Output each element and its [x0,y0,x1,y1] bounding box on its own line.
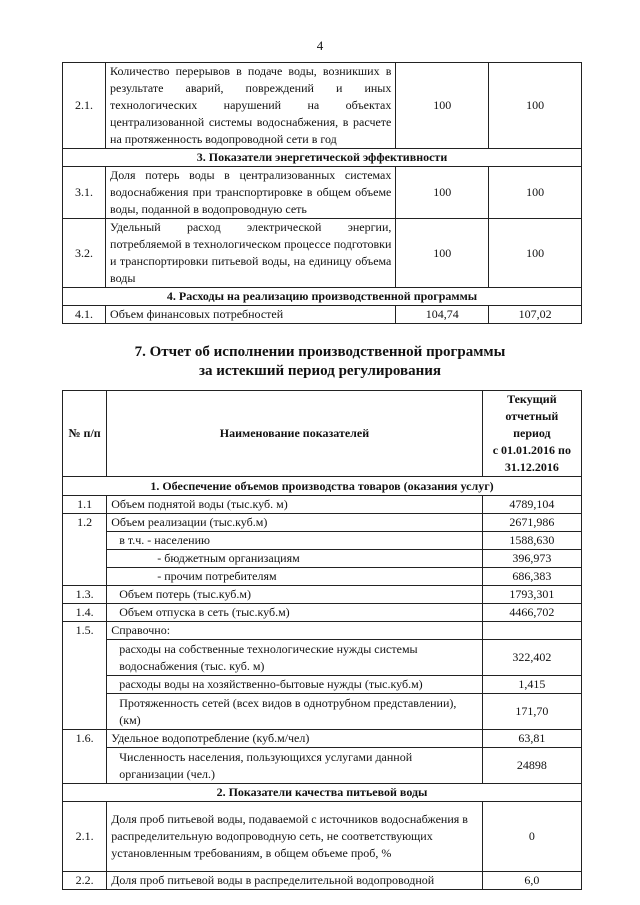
row-number: 1.1 [63,496,107,514]
table-row [63,63,582,149]
table-row [63,219,582,288]
row-value: 24898 [482,748,581,784]
report-table [62,390,582,890]
table-row [63,748,582,784]
row-value-1: 104,74 [396,306,489,324]
row-number: 1.5. [63,622,107,640]
row-value: 322,402 [482,640,581,676]
row-number: 2.1. [63,802,107,872]
row-number: 4.1. [63,306,106,324]
row-label: Доля проб питьевой воды, подаваемой с источников водоснабжения в распределительную водопроводную сеть, не соответствующих установленным требованиям, в общем объеме проб, % [107,802,482,872]
row-value-2: 100 [489,63,582,149]
table-row [63,604,582,622]
row-label: Объем финансовых потребностей [106,306,396,324]
table-row [63,622,582,640]
row-label: в т.ч. - населению [107,532,482,550]
report-table-header [63,391,582,477]
table-row [63,167,582,219]
row-label: - бюджетным организациям [107,550,482,568]
row-value: 6,0 [482,872,581,890]
section-heading: 4. Расходы на реализацию производственной программы [63,288,582,306]
row-number: 1.3. [63,586,107,604]
header-period-line4: 31.12.2016 [504,460,559,474]
row-value: 686,383 [482,568,581,586]
table-row [63,872,582,890]
section-7-title [0,343,640,381]
header-period-line2: отчетный период [505,409,559,440]
row-value: 1588,630 [482,532,581,550]
row-number [63,676,107,694]
header-num: № п/п [63,391,107,477]
row-label: Доля проб питьевой воды в распределительной водопроводной [107,872,482,890]
row-number: 2.1. [63,63,106,149]
row-value-2: 100 [489,219,582,288]
header-name: Наименование показателей [107,391,482,477]
row-label: Численность населения, пользующихся услугами данной организации (чел.) [107,748,482,784]
table-row [63,550,582,568]
row-label: Количество перерывов в подаче воды, возникших в результате аварий, повреждений и иных технологических нарушений на объектах централизованной системы водоснабжения, в расчете на протяженность водопроводной сети в год [106,63,396,149]
row-label: Справочно: [107,622,482,640]
row-number [63,532,107,550]
row-number: 3.1. [63,167,106,219]
row-number: 1.6. [63,730,107,748]
header-period-line3: с 01.01.2016 по [492,443,571,457]
row-label: Доля потерь воды в централизованных системах водоснабжения при транспортировке в общем объеме воды, поданной в водопроводную сеть [106,167,396,219]
table-row [63,802,582,872]
row-value [482,622,581,640]
row-value-1: 100 [396,167,489,219]
header-period [482,391,581,477]
header-period-line1: Текущий [507,392,557,406]
row-label: расходы воды на хозяйственно-бытовые нужды (тыс.куб.м) [107,676,482,694]
row-number: 1.4. [63,604,107,622]
section-row [63,477,582,496]
row-label: - прочим потребителям [107,568,482,586]
section-7-title-line1: 7. Отчет об исполнении производственной программы [134,344,506,360]
table-row [63,306,582,324]
table-row [63,514,582,532]
row-value: 4466,702 [482,604,581,622]
row-number [63,694,107,730]
row-label: Объем реализации (тыс.куб.м) [107,514,482,532]
section-7-title-line2: за истекший период регулирования [198,363,442,379]
row-label: Объем поднятой воды (тыс.куб. м) [107,496,482,514]
row-value: 1793,301 [482,586,581,604]
row-value: 1,415 [482,676,581,694]
row-number: 2.2. [63,872,107,890]
row-value-2: 107,02 [489,306,582,324]
row-value-2: 100 [489,167,582,219]
row-number: 1.2 [63,514,107,532]
row-label: Удельный расход электрической энергии, потребляемой в технологическом процессе подготовки и транспортировки питьевой воды, на единицу объема воды [106,219,396,288]
row-number [63,568,107,586]
section-heading: 1. Обеспечение объемов производства товаров (оказания услуг) [63,477,582,496]
row-number [63,640,107,676]
row-number [63,550,107,568]
section-heading: 3. Показатели энергетической эффективности [63,149,582,167]
row-value: 396,973 [482,550,581,568]
row-value: 0 [482,802,581,872]
row-label: Объем потерь (тыс.куб.м) [107,586,482,604]
table-row [63,640,582,676]
row-value: 171,70 [482,694,581,730]
page-number: 4 [316,38,324,53]
row-label: Удельное водопотребление (куб.м/чел) [107,730,482,748]
section-heading: 2. Показатели качества питьевой воды [63,784,582,802]
table-row [63,730,582,748]
section-row [63,784,582,802]
row-value: 4789,104 [482,496,581,514]
row-label: Протяженность сетей (всех видов в однотрубном представлении), (км) [107,694,482,730]
table-row [63,496,582,514]
row-number [63,748,107,784]
row-value: 63,81 [482,730,581,748]
table-row [63,568,582,586]
table-row [63,532,582,550]
row-number: 3.2. [63,219,106,288]
section-row [63,149,582,167]
row-value-1: 100 [396,63,489,149]
table-row [63,586,582,604]
row-label: Объем отпуска в сеть (тыс.куб.м) [107,604,482,622]
row-value: 2671,986 [482,514,581,532]
section-row [63,288,582,306]
targets-table [62,62,582,324]
table-row [63,694,582,730]
table-row [63,676,582,694]
row-label: расходы на собственные технологические нужды системы водоснабжения (тыс. куб. м) [107,640,482,676]
row-value-1: 100 [396,219,489,288]
